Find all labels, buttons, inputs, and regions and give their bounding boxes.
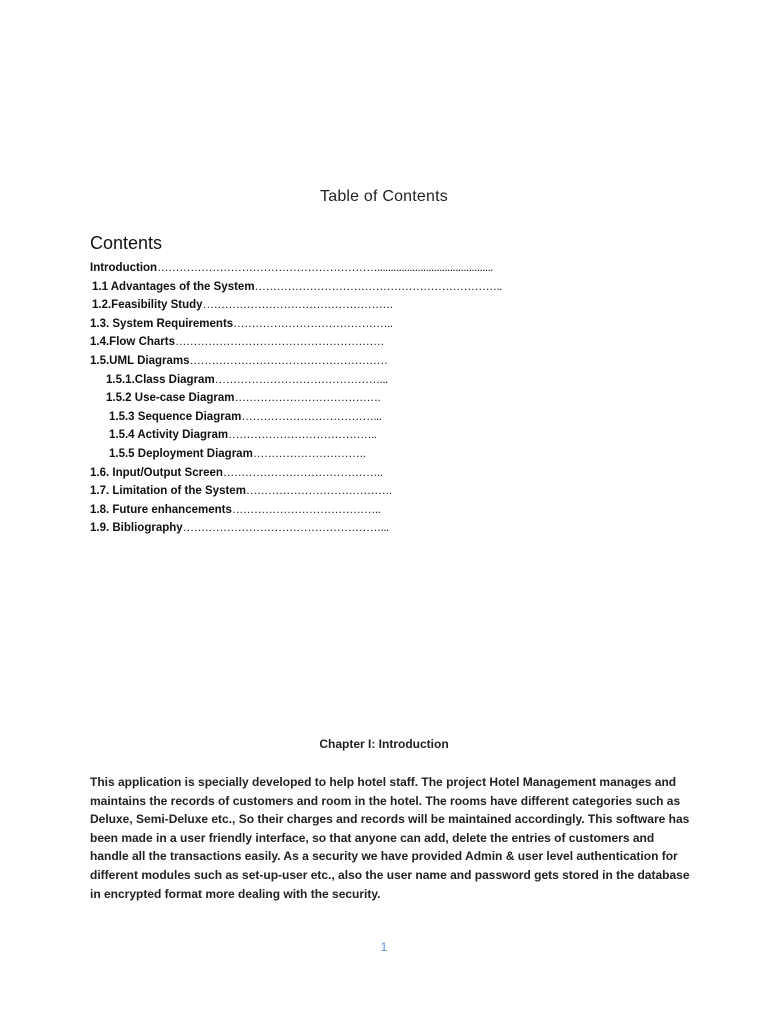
toc-entry [90, 333, 570, 352]
body-paragraph: This application is specially developed to help hotel staff. The project Hotel Management manages and maintains the records of customers and room in the hotel. The rooms have different categories such as Deluxe, Semi-Deluxe etc., So their charges and records will be maintained accordingly. This software has been made in a user friendly interface, so that anyone can add, delete the entries of customers and handle all the transactions easily. As a security we have provided Admin & user level authentication for different modules such as set-up-user etc., also the user name and password gets stored in the database in encrypted format more dealing with the security. [90, 775, 690, 901]
toc-entry-leader: …………………………………. [245, 485, 392, 498]
toc-entry-label: 1.5.2 Use-case Diagram [106, 392, 235, 405]
toc-entry-label: 1.6. Input/Output Screen [90, 466, 223, 479]
toc-entry [90, 464, 570, 483]
toc-entry-leader: …………………………………….. [233, 317, 393, 330]
toc-entry-label: 1.1 Advantages of the System [92, 280, 255, 293]
toc-entry-leader: ………………………………….. [231, 503, 381, 516]
toc-entry-label: 1.5.1.Class Diagram [106, 373, 215, 386]
toc-entry-label: 1.5.4 Activity Diagram [109, 429, 229, 442]
toc-entry-label: Introduction [90, 262, 158, 274]
toc-entry [90, 278, 570, 297]
toc-entry [90, 519, 570, 538]
toc-entry [90, 352, 570, 371]
toc-entry-leader: …………………………. [252, 447, 366, 460]
toc-entry-label: 1.3. System Requirements [90, 317, 234, 330]
toc-entry-leader: ……………………………………………. [202, 299, 393, 312]
table-of-contents [90, 259, 570, 538]
toc-entry-leader: ………………………………….. [228, 429, 377, 442]
toc-entry-label: 1.8. Future enhancements [90, 503, 232, 516]
toc-entry-label: 1.7. Limitation of the System [90, 485, 246, 498]
toc-entry-leader: ………………………………………... [214, 373, 388, 386]
toc-entry-leader: ……………………………………………………........................................... [157, 262, 493, 274]
toc-entry [90, 389, 570, 408]
toc-entry [90, 296, 570, 315]
toc-entry-label: 1.9. Bibliography [90, 522, 183, 535]
toc-entry [90, 426, 570, 445]
toc-entry-leader: ………………………………………………… [175, 336, 384, 349]
toc-entry-leader: …………………………………. [234, 392, 381, 405]
document-title: Table of Contents [320, 188, 448, 205]
page-number: 1 [380, 940, 388, 954]
toc-entry [90, 371, 570, 390]
toc-entry [90, 408, 570, 427]
toc-entry-leader: ………………………………………………... [182, 522, 389, 535]
toc-entry-label: 1.5.5 Deployment Diagram [109, 447, 253, 460]
toc-entry-leader: ………………………………... [241, 410, 382, 423]
toc-entry-leader: …………………………………….. [222, 466, 383, 479]
toc-entry [90, 259, 570, 278]
toc-entry-leader: ……………………………………………… [189, 354, 388, 367]
toc-entry-leader: ………………………………………………………….. [254, 280, 502, 293]
contents-heading: Contents [90, 233, 163, 253]
toc-entry-label: 1.5.UML Diagrams [90, 354, 190, 367]
toc-entry-label: 1.5.3 Sequence Diagram [109, 410, 242, 423]
toc-entry [90, 315, 570, 334]
toc-entry-label: 1.2.Feasibility Study [92, 299, 203, 312]
chapter-heading: Chapter I: Introduction [319, 737, 449, 751]
toc-entry-label: 1.4.Flow Charts [90, 336, 175, 349]
toc-entry [90, 501, 570, 520]
toc-entry [90, 445, 570, 464]
toc-entry [90, 482, 570, 501]
